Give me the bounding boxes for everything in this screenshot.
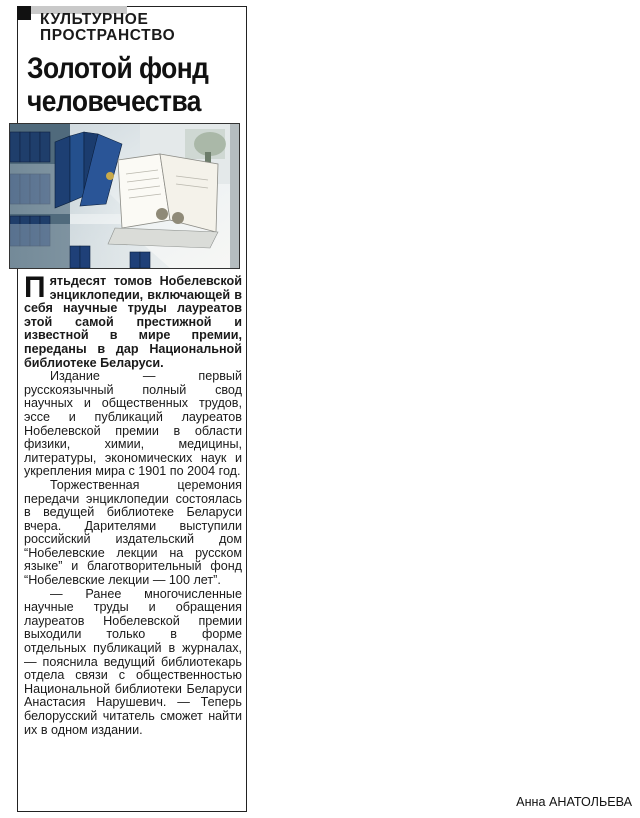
drop-cap: П: [24, 271, 46, 304]
article-body: [24, 271, 242, 737]
encyclopedia-photo-illustration: [10, 124, 239, 268]
author-byline: Анна АНАТОЛЬЕВА: [516, 795, 632, 809]
rubric-label: КУЛЬТУРНОЕ ПРОСТРАНСТВО: [40, 11, 176, 44]
article-lead: [24, 271, 242, 370]
lead-text: ятьдесят томов Нобелевской энциклопедии, включающей в себя научные труды лауреатов этой самой престижной и известной в мире премии, переданы в дар Национальной библиотеке Беларуси.: [24, 274, 242, 370]
paragraph-1: Издание — первый русскоязычный полный свод научных и общественных трудов, эссе и публикаций лауреатов Нобелевской премии в области физики, химии, медицины, литературы, экономических наук и укрепления мира с 1901 по 2004 год.: [24, 369, 242, 479]
article-headline: Золотой фонд человечества: [27, 52, 209, 118]
paragraph-2: Торжественная церемония передачи энциклопедии состоялась в ведущей библиотеке Беларуси вчера. Дарителями выступили российский издательский дом “Нобелевские лекции на русском языке” и благотворительный фонд “Нобелевские лекции — 100 лет”.: [24, 477, 242, 588]
paragraph-3: — Ранее многочисленные научные труды и обращения лауреатов Нобелевской премии выходили только в форме отдельных публикаций в журналах, — пояснила ведущий библиотекарь отдела связи с общественностью Национальной библиотеки Беларуси Анастасия Нарушевич. — Теперь белорусский читатель сможет найти их в одном издании.: [24, 586, 242, 737]
rubric-marker: [17, 6, 31, 20]
article-photo: [9, 123, 240, 269]
